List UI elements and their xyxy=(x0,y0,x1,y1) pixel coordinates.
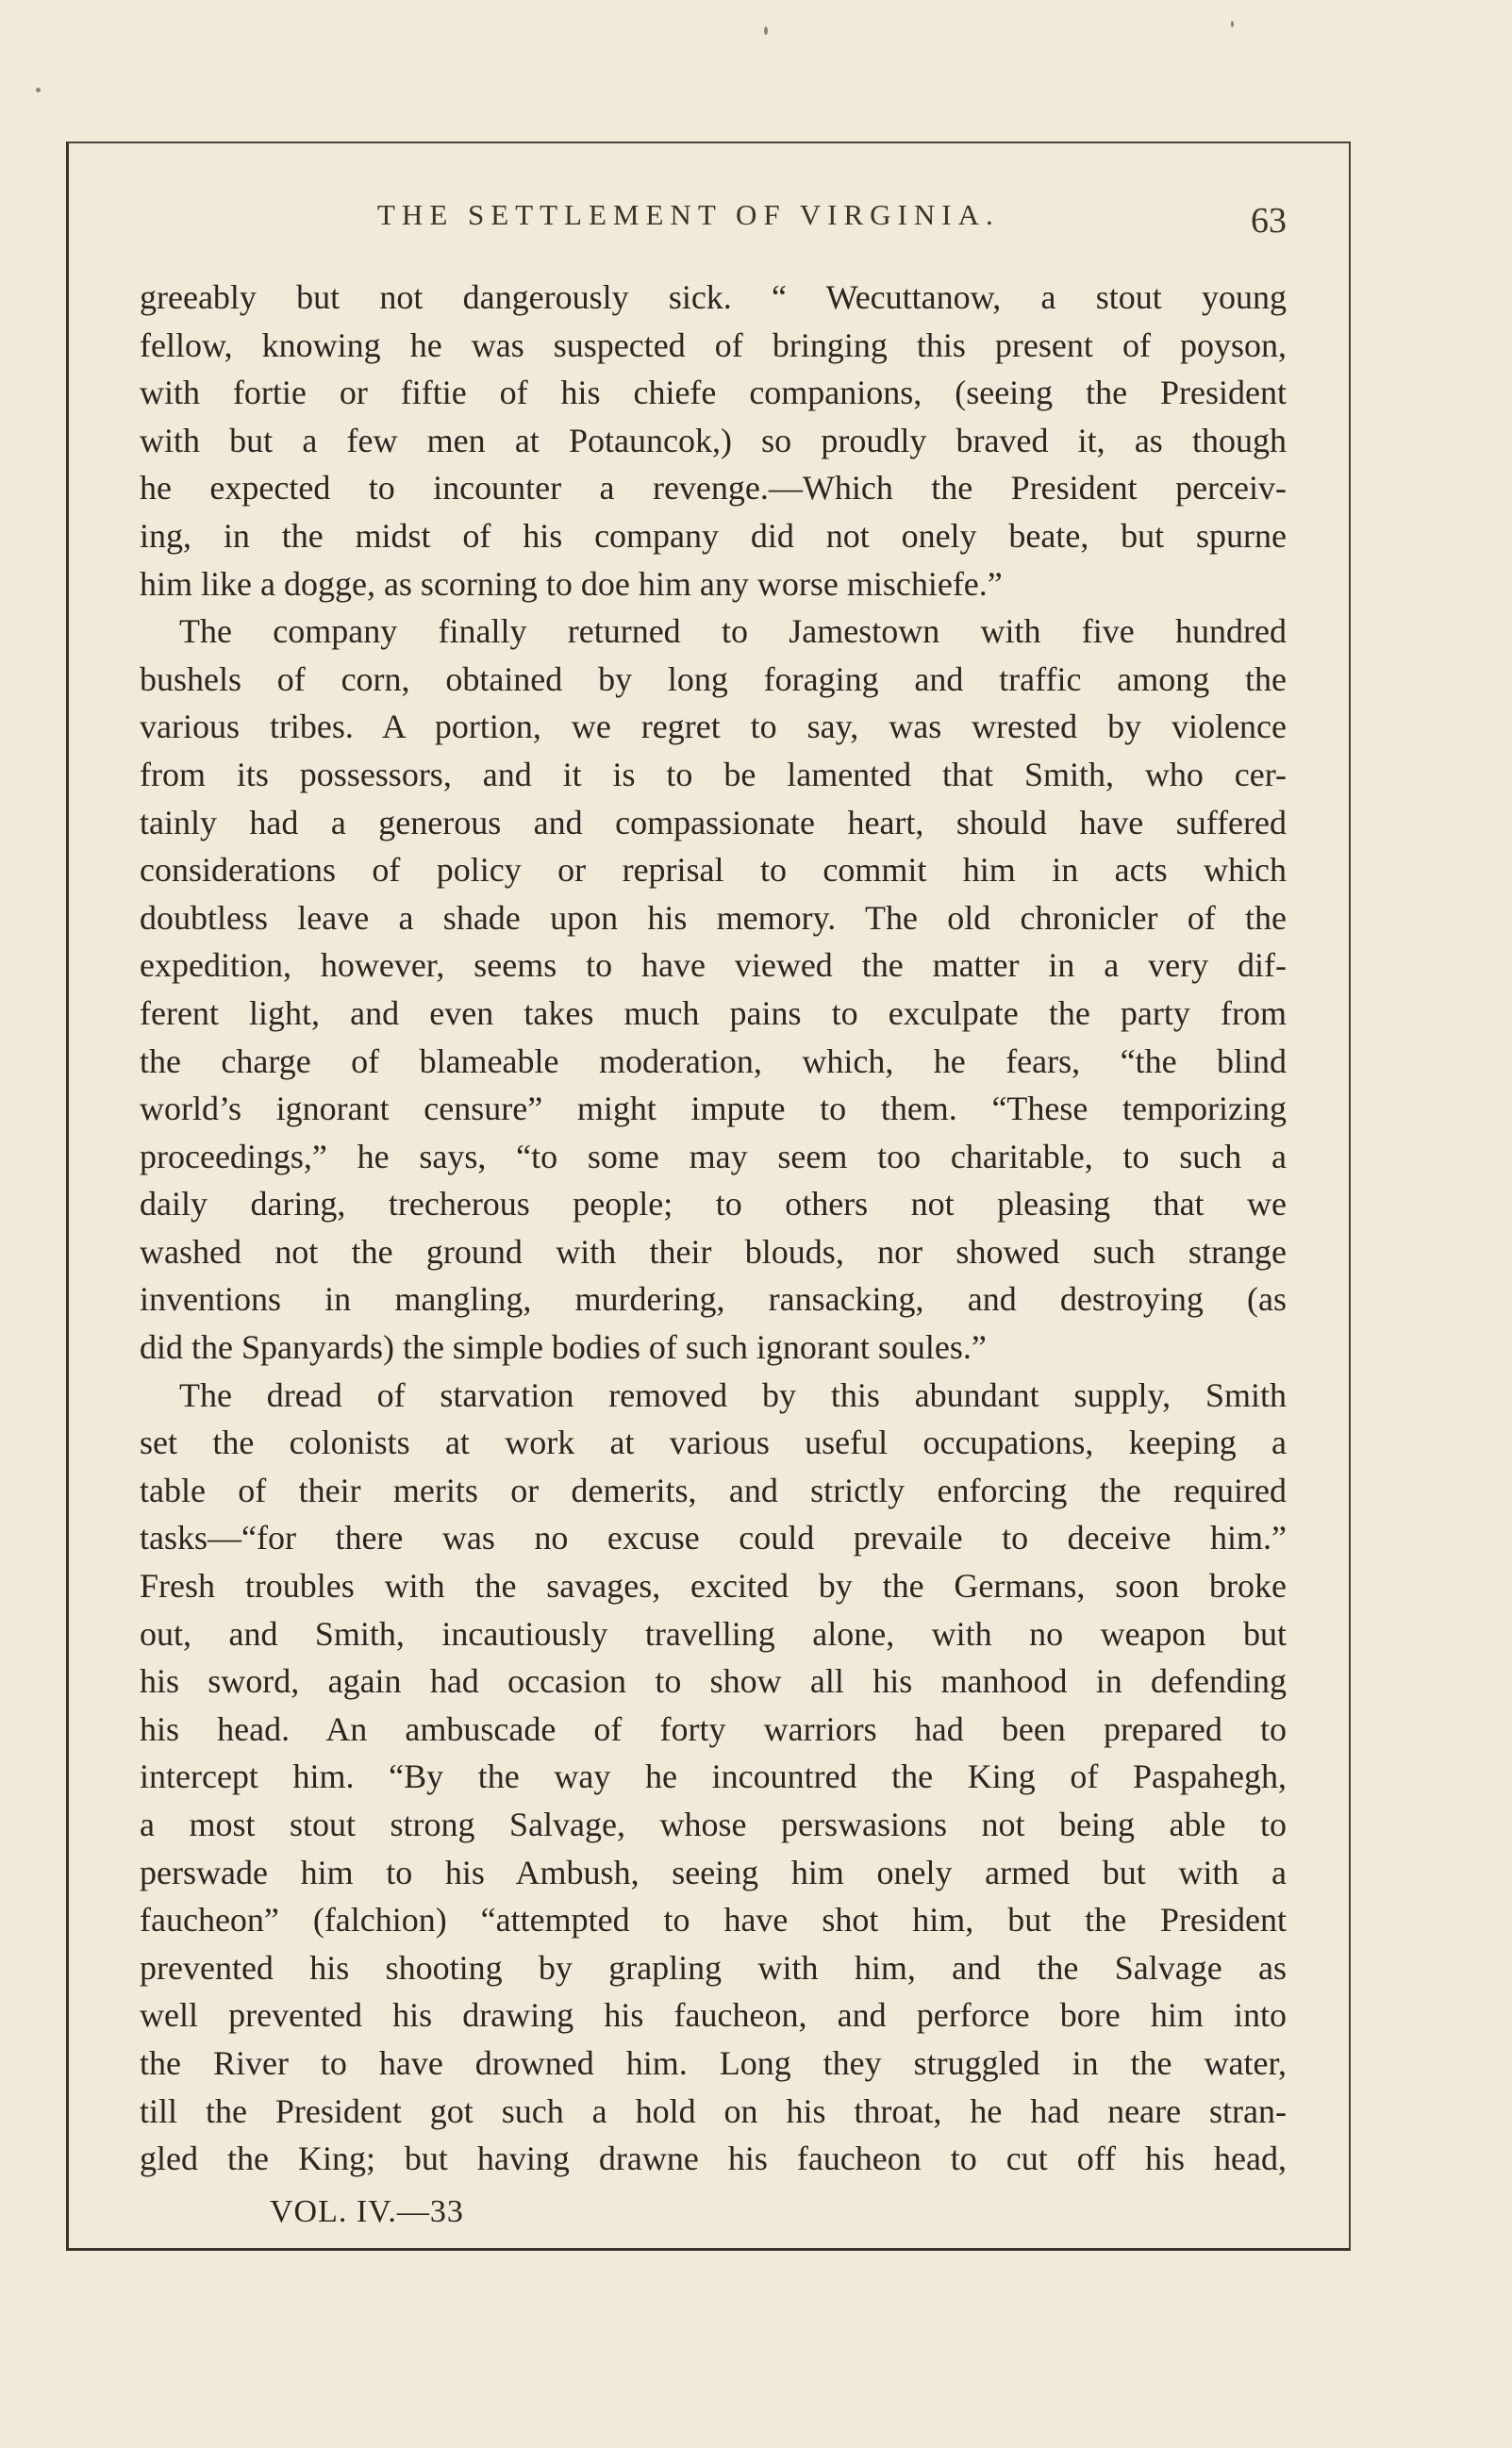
text-line: greeably but not dangerously sick. “ Wecuttanow, a stout young xyxy=(140,278,1287,316)
text-line: set the colonists at work at various useful occupations, keeping a xyxy=(140,1424,1287,1462)
text-line: ing, in the midst of his company did not onely beate, but spurne xyxy=(140,516,1287,555)
text-line: the charge of blameable moderation, which, he fears, “the blind xyxy=(140,1041,1287,1080)
text-line: he expected to incounter a revenge.—Which the President perceiv- xyxy=(140,469,1287,508)
text-line: with but a few men at Potauncok,) so proudly braved it, as though xyxy=(140,421,1287,459)
text-line: considerations of policy or reprisal to commit him in acts which xyxy=(140,851,1287,890)
text-line: tasks—“for there was no excuse could prevaile to deceive him.” xyxy=(140,1519,1287,1557)
text-line: his head. An ambuscade of forty warriors had been prepared to xyxy=(140,1709,1287,1748)
signature-mark: VOL. IV.—33 xyxy=(270,2194,464,2229)
text-line: well prevented his drawing his faucheon, and perforce bore him into xyxy=(140,1996,1287,2035)
text-line: The dread of starvation removed by this abundant supply, Smith xyxy=(179,1375,1287,1414)
text-line: intercept him. “By the way he incountred the King of Paspahegh, xyxy=(140,1757,1287,1796)
text-line: bushels of corn, obtained by long foraging and traffic among the xyxy=(140,659,1287,698)
text-line: ferent light, and even takes much pains to exculpate the party from xyxy=(140,993,1287,1032)
text-line: his sword, again had occasion to show all his manhood in defending xyxy=(140,1662,1287,1701)
text-line: with fortie or fiftie of his chiefe companions, (seeing the President xyxy=(140,374,1287,412)
paper-speck xyxy=(764,26,768,35)
text-line: a most stout strong Salvage, whose perswasions not being able to xyxy=(140,1806,1287,1843)
page-number: 63 xyxy=(1251,201,1287,241)
text-line: fellow, knowing he was suspected of bringing this present of poyson, xyxy=(140,325,1287,364)
text-line: doubtless leave a shade upon his memory. The old chronicler of the xyxy=(140,898,1287,937)
body-text xyxy=(140,274,1287,2183)
text-line: from its possessors, and it is to be lamented that Smith, who cer- xyxy=(140,755,1287,793)
text-line: table of their merits or demerits, and strictly enforcing the required xyxy=(140,1471,1287,1509)
text-line: The company finally returned to Jamestown with five hundred xyxy=(179,612,1287,651)
text-line: gled the King; but having drawne his faucheon to cut off his head, xyxy=(140,2140,1287,2178)
text-line: inventions in mangling, murdering, ransacking, and destroying (as xyxy=(140,1280,1287,1319)
text-line: various tribes. A portion, we regret to say, was wrested by violence xyxy=(140,708,1287,746)
text-line: tainly had a generous and compassionate heart, should have suffered xyxy=(140,803,1287,841)
running-title: THE SETTLEMENT OF VIRGINIA. xyxy=(377,198,1000,231)
text-line: expedition, however, seems to have viewed the matter in a very dif- xyxy=(140,946,1287,985)
text-line: did the Spanyards) the simple bodies of such ignorant soules.” xyxy=(140,1328,987,1367)
text-line: him like a dogge, as scorning to doe him any worse mischiefe.” xyxy=(140,564,1003,603)
text-line: prevented his shooting by grapling with him, and the Salvage as xyxy=(140,1948,1287,1987)
paper-speck xyxy=(36,88,41,92)
text-line: out, and Smith, incautiously travelling alone, with no weapon but xyxy=(140,1614,1287,1653)
text-line: washed not the ground with their blouds, nor showed such strange xyxy=(140,1232,1287,1271)
paper-speck xyxy=(1231,21,1234,27)
text-line: faucheon” (falchion) “attempted to have shot him, but the President xyxy=(140,1901,1287,1940)
text-line: daily daring, trecherous people; to others not pleasing that we xyxy=(140,1185,1287,1224)
text-line: proceedings,” he says, “to some may seem too charitable, to such a xyxy=(140,1137,1287,1175)
text-line: the River to have drowned him. Long they struggled in the water, xyxy=(140,2043,1287,2082)
text-line: till the President got such a hold on his throat, he had neare stran- xyxy=(140,2091,1287,2130)
text-line: perswade him to his Ambush, seeing him onely armed but with a xyxy=(140,1853,1287,1891)
text-line: world’s ignorant censure” might impute to them. “These temporizing xyxy=(140,1090,1287,1128)
text-line: Fresh troubles with the savages, excited by the Germans, soon broke xyxy=(140,1567,1287,1606)
